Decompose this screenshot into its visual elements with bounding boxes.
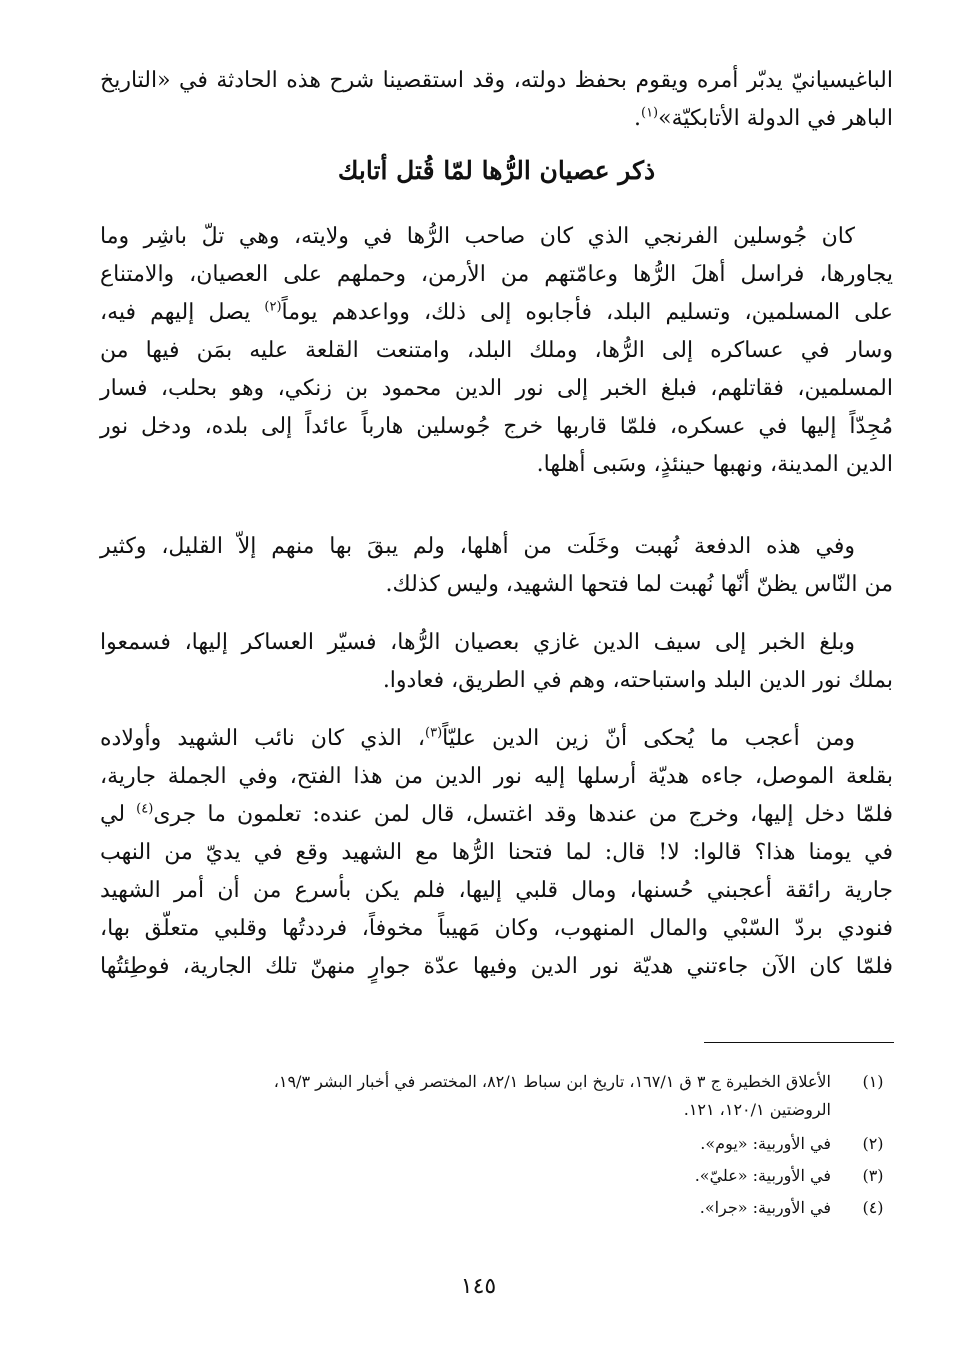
text-line: فلمّا كان الآن جاءتني هديّة نور الدين وفيها عدّة جوارٍ منهنّ تلك الجارية، فوطِئتُها <box>100 954 893 979</box>
footnote-number: (٤) <box>862 1198 884 1217</box>
text-line: فنودي بردّ السّبْي والمال المنهوب، وكان مَهيباً مخوفاً، فرددتُها وقلبي متعلّق بها، <box>100 916 893 941</box>
footnote-number: (٣) <box>862 1166 884 1185</box>
text-line: فلمّا دخل إليها، وخرج من عندها وقد اغتسل، قال لمن عنده: تعلمون ما جرى$^{(٤)}$ لي <box>100 801 893 827</box>
footnote-4 <box>80 1194 893 1222</box>
footnote-2 <box>80 1130 893 1158</box>
page-number: ١٤٥ <box>460 1274 497 1299</box>
text-line: مُجِدّاً إليها في عسكره، فلمّا قاربها خرج جُوسلين هارباً عائداً إلى بلده، ودخل نور <box>100 414 893 439</box>
continuation-paragraph <box>100 62 893 138</box>
text-line: بقلعة الموصل، جاءه هديّة أرسلها إليه نور الدين من هذا الفتح، وفي الجملة جارية، <box>100 764 893 789</box>
text-line: ومن أعجب ما يُحكى أنّ زين الدين عليّاً$^{(٣)}$، الذي كان نائب الشهيد وأولاده <box>100 725 855 751</box>
footnote-text: الأعلاق الخطيرة ج ٣ ق ١٦٧/١، تاريخ ابن سباط ٨٢/١، المختصر في أخبار البشر ١٩/٣، <box>273 1072 831 1091</box>
paragraph-1 <box>100 218 893 484</box>
paragraph-3 <box>100 624 893 700</box>
text-line: الباغيسيانيّ يدبّر أمره ويقوم بحفظ دولته، وقد استقصينا شرح هذه الحادثة في «التاريخ <box>100 68 893 93</box>
footnote-text: الروضتين ١٢٠/١، ١٢١. <box>683 1100 831 1119</box>
footnote-text: في الأوربية: «عليّ». <box>694 1166 831 1185</box>
section-heading: ذكر عصيان الرُّها لمّا قُتل أتابك <box>337 156 656 185</box>
text-line: وبلغ الخبر إلى سيف الدين غازي بعصيان الرُّها، فسيّر العساكر إليها، فسمعوا <box>100 630 855 655</box>
text-line: وفي هذه الدفعة نُهبت وخَلَت من أهلها، ولم يبقَ بها منهم إلاّ القليل، وكثير <box>100 534 855 559</box>
text-line: يجاورها، فراسل أهلَ الرُّها وعامّتهم من الأرمن، وحملهم على العصيان، والامتناع <box>100 262 893 287</box>
text-line: في يومنا هذا؟ قالوا: لا! قال: لما فتحنا الرُّها مع الشهيد وقع في يديّ من النهب <box>100 840 893 865</box>
footnote-number: (٢) <box>862 1134 884 1153</box>
footnote-text: في الأوربية: «يوم». <box>700 1134 831 1153</box>
footnote-3 <box>80 1162 893 1190</box>
text-line: كان جُوسلين الفرنجي الذي كان صاحب الرُّها في ولايته، وهي تلّ باشِر وما <box>100 224 855 249</box>
footnote-separator <box>704 1042 894 1043</box>
footnote-ref: (٢) <box>264 299 282 315</box>
paragraph-2 <box>100 528 893 604</box>
text-line: المسلمين، فقاتلهم، فبلغ الخبر إلى نور الدين محمود بن زنكي، وهو بحلب، فسار <box>100 376 893 401</box>
footnote-1 <box>80 1068 893 1124</box>
text-line: الباهر في الدولة الأتابكيّة»$^{(١)}$. <box>633 105 893 131</box>
footnote-number: (١) <box>862 1072 884 1091</box>
footnote-ref: (١) <box>640 105 659 121</box>
text-line: الدين المدينة، ونهبها حينئذٍ، وسَبى أهلها. <box>536 452 893 477</box>
paragraph-4 <box>100 720 893 986</box>
footnotes <box>80 1068 893 1222</box>
text-line: جارية رائقة أعجبني حُسنها، ومال قلبي إليها، فلم يكن بأسرع من أن أمر الشهيد <box>100 878 893 903</box>
footnote-ref: (٤) <box>136 801 154 817</box>
text-line: من النّاس يظنّ أنّها نُهبت لما فتحها الشهيد، وليس كذلك. <box>385 572 893 597</box>
text-line: على المسلمين، وتسليم البلد، فأجابوه إلى ذلك، وواعدهم يوماً$^{(٢)}$ يصل إليهم فيه، <box>100 299 893 325</box>
footnote-text: في الأوربية: «جرا». <box>699 1198 831 1217</box>
footnote-ref: (٣) <box>425 725 443 741</box>
text-line: بملك نور الدين البلد واستباحته، وهم في الطريق، فعادوا. <box>382 668 893 693</box>
text-line: وسار في عساكره إلى الرُّها، وملك البلد، وامتنعت القلعة عليه بمَن فيها من <box>100 338 893 363</box>
